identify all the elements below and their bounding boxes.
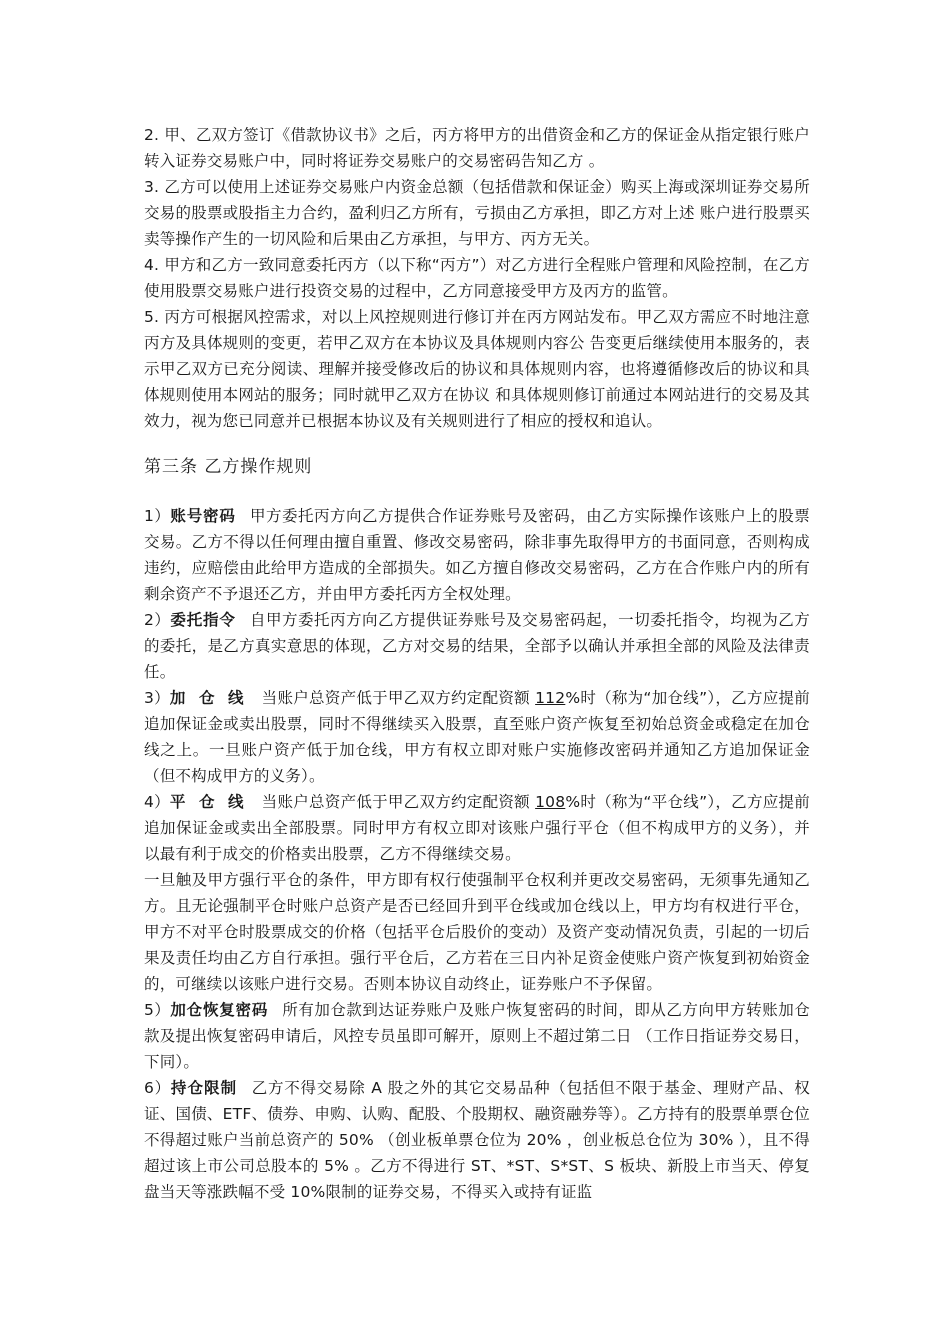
rule-3-text-before: 当账户总资产低于甲乙双方约定配资额: [261, 689, 536, 707]
rule-5: [144, 997, 810, 1075]
rule-6-label: 持仓限制: [170, 1079, 238, 1097]
rule-6: [144, 1075, 810, 1205]
rule-1-number: 1）: [144, 507, 171, 525]
clause-5: 5. 丙方可根据风控需求，对以上风控规则进行修订并在丙方网站发布。甲乙双方需应不时地注意丙方及具体规则的变更，若甲乙双方在本协议及具体规则内容公 告变更后继续使用本服务的，表示甲乙双方已充分阅读、理解并接受修改后的协议和具体规则内容，也将遵循修改后的协议和具体规则使用本网站的服务；同时就甲乙双方在协议 和具体规则修订前通过本网站进行的交易及其效力，视为您已同意并已根据本协议及有关规则进行了相应的授权和追认。: [144, 308, 810, 430]
rule-2-label: 委托指令: [170, 611, 236, 629]
rule-2: [144, 607, 810, 685]
rule-5-label: 加仓恢复密码: [170, 1001, 269, 1019]
rule-4-number: 4）: [144, 793, 170, 811]
section-heading: 第三条 乙方操作规则: [144, 457, 313, 477]
clause-3: 3. 乙方可以使用上述证券交易账户内资金总额（包括借款和保证金）购买上海或深圳证券交易所交易的股票或股指主力合约，盈利归乙方所有，亏损由乙方承担，即乙方对上述 账户进行股票买卖等操作产生的一切风险和后果由乙方承担，与甲方、丙方无关。: [144, 178, 810, 248]
rule-1-label: 账号密码: [170, 507, 236, 525]
rule-6-number: 6）: [144, 1079, 171, 1097]
rule-6-text: 乙方不得交易除 A 股之外的其它交易品种（包括但不限于基金、理财产品、权证、国债、ETF、债券、申购、认购、配股、个股期权、融资融券等）。乙方持有的股票单票仓位不得超过账户当前总资产的 50% （创业板单票仓位为 20% ，创业板总仓位为 30% ），且不得超过该上市公司总股本的 5% 。乙方不得进行 ST、*ST、S*ST、S 板块、新股上市当天、停复盘当天等涨跌幅不受 10%限制的证券交易，不得买入或持有证监: [144, 1079, 810, 1201]
rule-4-continuation: 一旦触及甲方强行平仓的条件，甲方即有权行使强制平仓权利并更改交易密码，无须事先通知乙方。且无论强制平仓时账户总资产是否已经回升到平仓线或加仓线以上，甲方均有权进行平仓，甲方不对平仓时股票成交的价格（包括平仓后股价的变动）及资产变动情况负责，引起的一切后果及责任均由乙方自行承担。强行平仓后，乙方若在三日内补足资金使账户资产恢复到初始资金的，可继续以该账户进行交易。否则本协议自动终止，证券账户不予保留。: [144, 871, 810, 993]
clause-2: 2. 甲、乙双方签订《借款协议书》之后，丙方将甲方的出借资金和乙方的保证金从指定银行账户转入证券交易账户中，同时将证券交易账户的交易密码告知乙方 。: [144, 126, 810, 170]
rule-3: [144, 685, 810, 789]
rule-4-percent: 108: [535, 793, 566, 811]
rule-3-percent: 112: [535, 689, 566, 707]
document-page: [144, 122, 810, 1205]
rule-3-label: 加 仓 线: [169, 689, 248, 707]
rule-4-text-after: %时（称为“平仓线”），乙方应提前追加保证金或卖出全部股票。同时甲方有权立即对该账户强行平仓（但不构成甲方的义务），并以最有利于成交的价格卖出股票，乙方不得继续交易。: [144, 793, 810, 863]
rule-1: [144, 503, 810, 607]
rule-1-text: 甲方委托丙方向乙方提供合作证券账号及密码，由乙方实际操作该账户上的股票交易。乙方不得以任何理由擅自重置、修改交易密码，除非事先取得甲方的书面同意，否则构成违约，应赔偿由此给甲方造成的全部损失。如乙方擅自修改交易密码，乙方在合作账户内的所有剩余资产不予退还乙方，并由甲方委托丙方全权处理。: [144, 507, 810, 603]
rule-3-number: 3）: [144, 689, 170, 707]
rule-4: [144, 789, 810, 867]
clause-4: 4. 甲方和乙方一致同意委托丙方（以下称“丙方”）对乙方进行全程账户管理和风险控制，在乙方使用股票交易账户进行投资交易的过程中，乙方同意接受甲方及丙方的监管。: [144, 256, 810, 300]
rule-2-number: 2）: [144, 611, 171, 629]
rule-2-text: 自甲方委托丙方向乙方提供证券账号及交易密码起，一切委托指令，均视为乙方的委托，是乙方真实意思的体现，乙方对交易的结果，全部予以确认并承担全部的风险及法律责任。: [144, 611, 810, 681]
rule-4-text-before: 当账户总资产低于甲乙双方约定配资额: [261, 793, 536, 811]
rule-3-text-after: %时（称为“加仓线”），乙方应提前追加保证金或卖出股票，同时不得继续买入股票，直至账户资产恢复至初始总资金或稳定在加仓线之上。一旦账户资产低于加仓线，甲方有权立即对账户实施修改密码并通知乙方追加保证金（但不构成甲方的义务）。: [144, 689, 810, 785]
rule-5-text: 所有加仓款到达证券账户及账户恢复密码的时间，即从乙方向甲方转账加仓款及提出恢复密码申请后，风控专员虽即可解开，原则上不超过第二日 （工作日指证券交易日，下同）。: [144, 1001, 810, 1071]
rule-4-label: 平 仓 线: [169, 793, 248, 811]
rule-5-number: 5）: [144, 1001, 171, 1019]
